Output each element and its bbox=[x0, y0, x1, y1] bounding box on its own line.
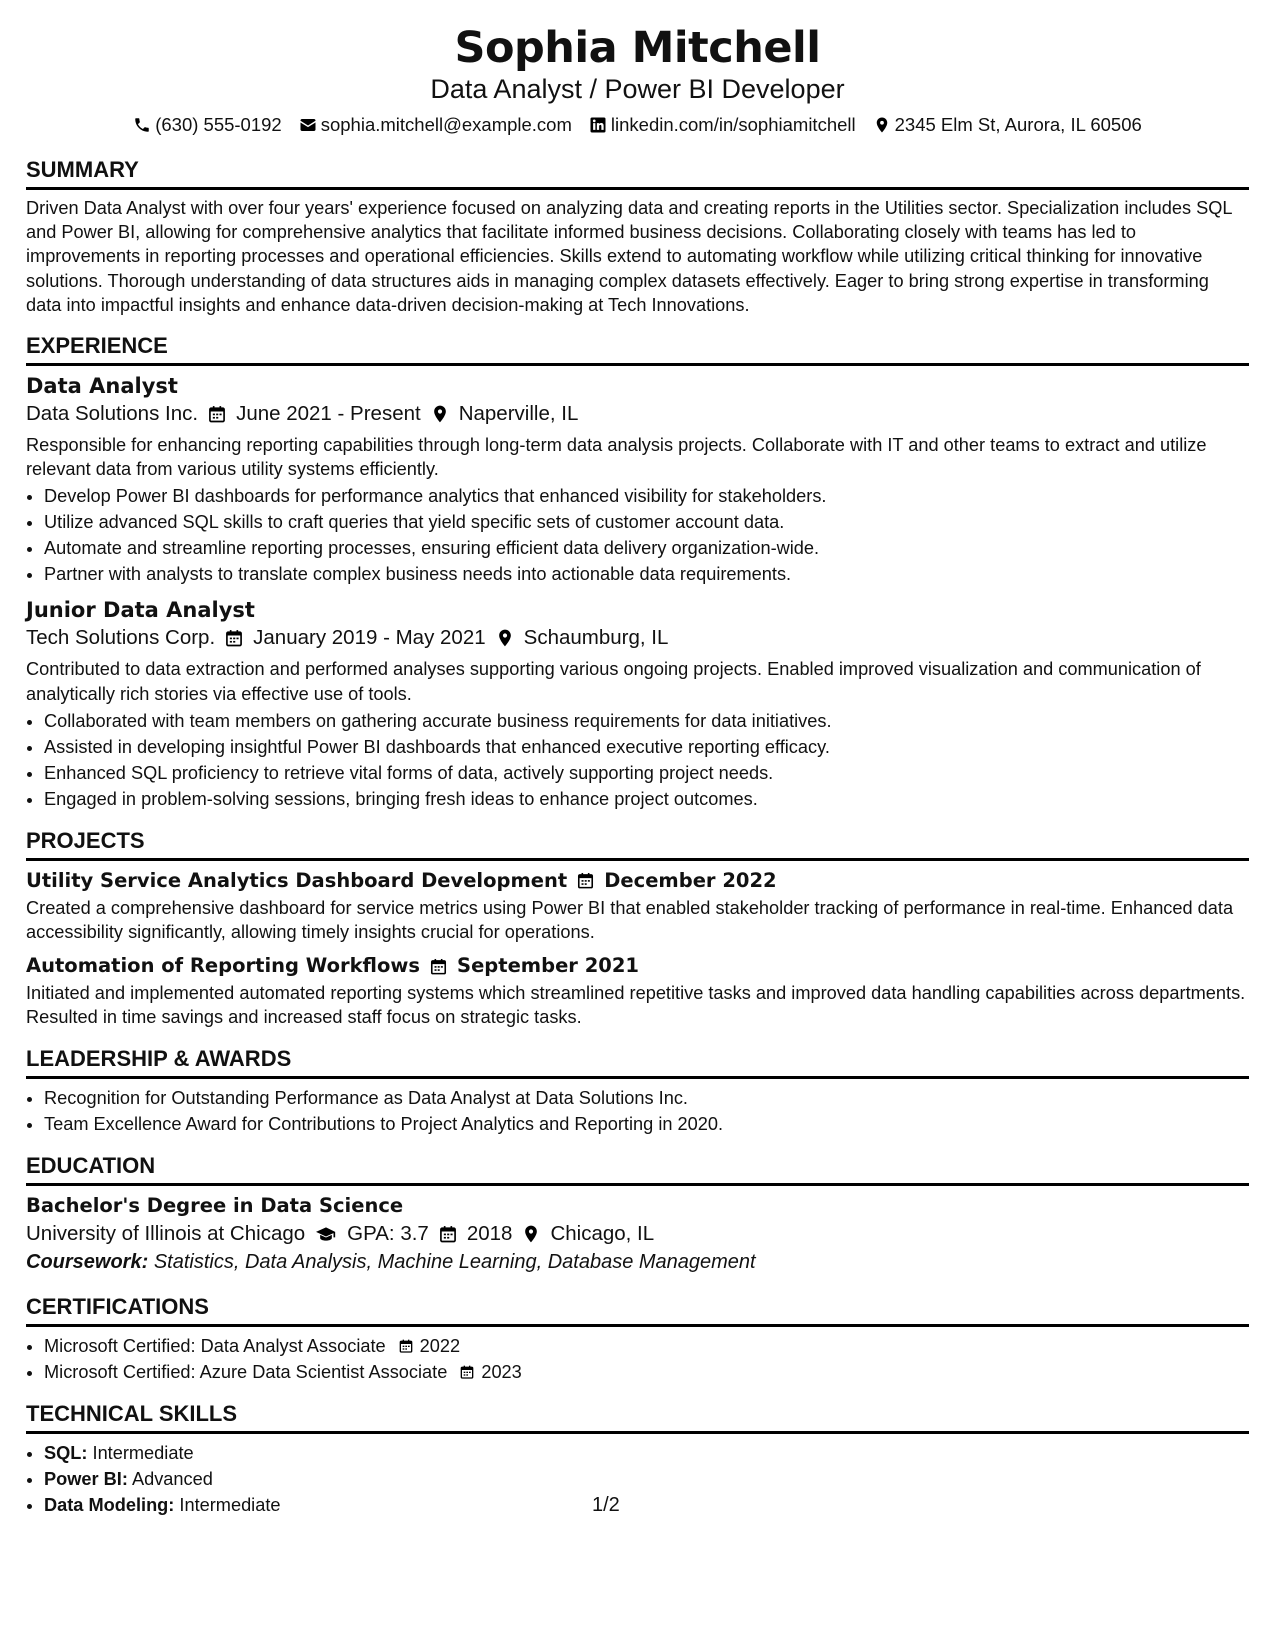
job-entry bbox=[26, 372, 1249, 587]
project-description: Initiated and implemented automated reporting systems which streamlined repetitive tasks and improved data handling capabilities across departments. Resulted in time savings and increased staff focus on strategic tasks. bbox=[26, 983, 1246, 1028]
graduation-year: 2018 bbox=[466, 1221, 513, 1245]
job-bullet: • Engaged in problem-solving sessions, bringing fresh ideas to enhance project outcomes. bbox=[44, 786, 1249, 812]
certification-item bbox=[44, 1333, 1249, 1359]
job-location: Schaumburg, IL bbox=[523, 626, 669, 650]
skill-level: Intermediate bbox=[92, 1442, 194, 1463]
job-company: Tech Solutions Corp. bbox=[26, 626, 216, 650]
project-title: Utility Service Analytics Dashboard Development bbox=[26, 868, 568, 892]
calendar-icon bbox=[207, 404, 227, 424]
job-bullet: • Assisted in developing insightful Power BI dashboards that enhanced executive reporting efficacy. bbox=[44, 734, 1249, 760]
certifications-list bbox=[26, 1333, 1249, 1385]
phone-icon bbox=[133, 116, 151, 134]
job-title: Junior Data Analyst bbox=[26, 598, 255, 623]
coursework-line bbox=[26, 1248, 1249, 1276]
certification-line bbox=[44, 1333, 460, 1359]
job-bullet: • Develop Power BI dashboards for performance analytics that enhanced visibility for stakeholders. bbox=[44, 483, 1249, 509]
coursework-text: Statistics, Data Analysis, Machine Learning, Database Management bbox=[153, 1250, 756, 1273]
job-bullet: • Enhanced SQL proficiency to retrieve vital forms of data, actively supporting project needs. bbox=[44, 760, 1249, 786]
award-item: • Team Excellence Award for Contributions to Project Analytics and Reporting in 2020. bbox=[44, 1111, 1249, 1137]
summary-heading: SUMMARY bbox=[26, 157, 1249, 190]
skill-level: Advanced bbox=[131, 1468, 213, 1489]
skill-name: SQL: bbox=[44, 1442, 88, 1463]
award-item: • Recognition for Outstanding Performance as Data Analyst at Data Solutions Inc. bbox=[44, 1085, 1249, 1111]
job-meta bbox=[26, 624, 1249, 652]
projects-heading: PROJECTS bbox=[26, 828, 1249, 861]
coursework-label: Coursework: bbox=[26, 1250, 149, 1273]
leadership-heading: LEADERSHIP & AWARDS bbox=[26, 1046, 1249, 1079]
linkedin-link[interactable]: linkedin.com/in/sophiamitchell bbox=[610, 114, 856, 135]
job-bullet: • Collaborated with team members on gathering accurate business requirements for data initiatives. bbox=[44, 708, 1249, 734]
skill-item bbox=[44, 1466, 1249, 1492]
calendar-icon bbox=[576, 871, 595, 890]
project-description: Created a comprehensive dashboard for service metrics using Power BI that enabled stakeholder tracking of performance in real-time. Enhanced data accessibility significantly, allowing timely insights crucial for operations. bbox=[26, 897, 1234, 943]
job-entry bbox=[26, 596, 1249, 811]
skills-list bbox=[26, 1440, 1249, 1518]
job-meta bbox=[26, 400, 1249, 428]
education-heading: EDUCATION bbox=[26, 1153, 1249, 1186]
gpa-text: GPA: 3.7 bbox=[347, 1221, 429, 1245]
skill-item bbox=[44, 1492, 1249, 1518]
job-bullet: • Automate and streamline reporting processes, ensuring efficient data delivery organization-wide. bbox=[44, 535, 1249, 561]
candidate-role: Data Analyst / Power BI Developer bbox=[430, 74, 845, 104]
job-location: Naperville, IL bbox=[458, 402, 579, 426]
certification-name: • Microsoft Certified: Data Analyst Associate bbox=[44, 1335, 386, 1356]
email-link[interactable]: sophia.mitchell@example.com bbox=[320, 114, 572, 135]
address-text: 2345 Elm St, Aurora, IL 60506 bbox=[894, 114, 1142, 135]
certification-name: • Microsoft Certified: Azure Data Scientist Associate bbox=[44, 1361, 448, 1382]
contact-phone bbox=[133, 113, 282, 137]
skill-item bbox=[44, 1440, 1249, 1466]
project-date: December 2022 bbox=[604, 868, 777, 892]
page-number: 1/2 bbox=[592, 1494, 620, 1516]
contact-bar bbox=[26, 113, 1249, 137]
calendar-icon bbox=[224, 628, 244, 648]
job-description: Responsible for enhancing reporting capabilities through long-term data analysis projects. Collaborate with IT and other teams to extract and utilize relevant data from various utility systems efficiently. bbox=[26, 435, 1207, 480]
certification-line bbox=[44, 1359, 522, 1385]
job-description: Contributed to data extraction and performed analyses supporting various ongoing projects. Enabled improved visualization and communication of analytically rich stories via effective use of tools. bbox=[26, 659, 1201, 704]
job-bullet: • Utilize advanced SQL skills to craft queries that yield specific sets of customer account data. bbox=[44, 509, 1249, 535]
certifications-heading: CERTIFICATIONS bbox=[26, 1294, 1249, 1327]
awards-list bbox=[26, 1085, 1249, 1137]
envelope-icon bbox=[299, 116, 317, 134]
job-dates: January 2019 - May 2021 bbox=[253, 626, 486, 650]
summary-text: Driven Data Analyst with over four years' experience focused on analyzing data and creating reports in the Utilities sector. Specialization includes SQL and Power BI, allowing for comprehensive analytics that facilitate informed business decisions. Collaborating closely with teams has led to improvements in reporting processes and operational efficiencies. Skills extend to automating workflow while utilizing critical thinking for innovative solutions. Thorough understanding of data structures aids in managing complex datasets effectively. Eager to bring strong expertise in transforming data into impactful insights and enhance data-driven decision-making at Tech Innovations. bbox=[26, 198, 1232, 315]
project-entry bbox=[26, 868, 1249, 944]
contact-address bbox=[873, 113, 1142, 137]
calendar-icon bbox=[398, 1338, 414, 1354]
job-dates: June 2021 - Present bbox=[236, 402, 421, 426]
job-bullets bbox=[26, 708, 1249, 812]
education-meta bbox=[26, 1220, 1249, 1248]
map-pin-icon bbox=[873, 116, 891, 134]
graduation-cap-icon bbox=[314, 1224, 338, 1244]
resume-page bbox=[26, 0, 1249, 1518]
project-title: Automation of Reporting Workflows bbox=[26, 954, 421, 978]
job-title: Data Analyst bbox=[26, 374, 178, 399]
candidate-name: Sophia Mitchell bbox=[454, 23, 821, 73]
project-entry bbox=[26, 953, 1249, 1029]
job-bullet: • Partner with analysts to translate complex business needs into actionable data requirements. bbox=[44, 561, 1249, 587]
phone-text: (630) 555-0192 bbox=[155, 114, 282, 135]
skill-level: Intermediate bbox=[179, 1494, 281, 1515]
contact-linkedin[interactable] bbox=[589, 113, 856, 137]
certification-year: 2023 bbox=[481, 1361, 522, 1382]
project-date: September 2021 bbox=[457, 954, 639, 978]
resume-header bbox=[26, 22, 1249, 137]
certification-year: 2022 bbox=[419, 1335, 461, 1356]
project-header bbox=[26, 953, 1249, 979]
skill-name: Power BI: bbox=[44, 1468, 128, 1489]
calendar-icon bbox=[459, 1364, 475, 1380]
certification-item bbox=[44, 1359, 1249, 1385]
job-bullets bbox=[26, 483, 1249, 587]
degree-title: Bachelor's Degree in Data Science bbox=[26, 1193, 404, 1217]
map-pin-icon bbox=[430, 404, 450, 424]
job-company: Data Solutions Inc. bbox=[26, 402, 199, 426]
calendar-icon bbox=[438, 1224, 458, 1244]
calendar-icon bbox=[429, 957, 448, 976]
linkedin-icon bbox=[589, 116, 607, 134]
school-location: Chicago, IL bbox=[550, 1221, 655, 1245]
skill-name: Data Modeling: bbox=[44, 1494, 175, 1515]
experience-heading: EXPERIENCE bbox=[26, 333, 1249, 366]
contact-email[interactable] bbox=[299, 113, 572, 137]
map-pin-icon bbox=[495, 628, 515, 648]
skills-heading: TECHNICAL SKILLS bbox=[26, 1401, 1249, 1434]
map-pin-icon bbox=[521, 1224, 541, 1244]
project-header bbox=[26, 868, 1249, 894]
school-name: University of Illinois at Chicago bbox=[26, 1221, 306, 1245]
